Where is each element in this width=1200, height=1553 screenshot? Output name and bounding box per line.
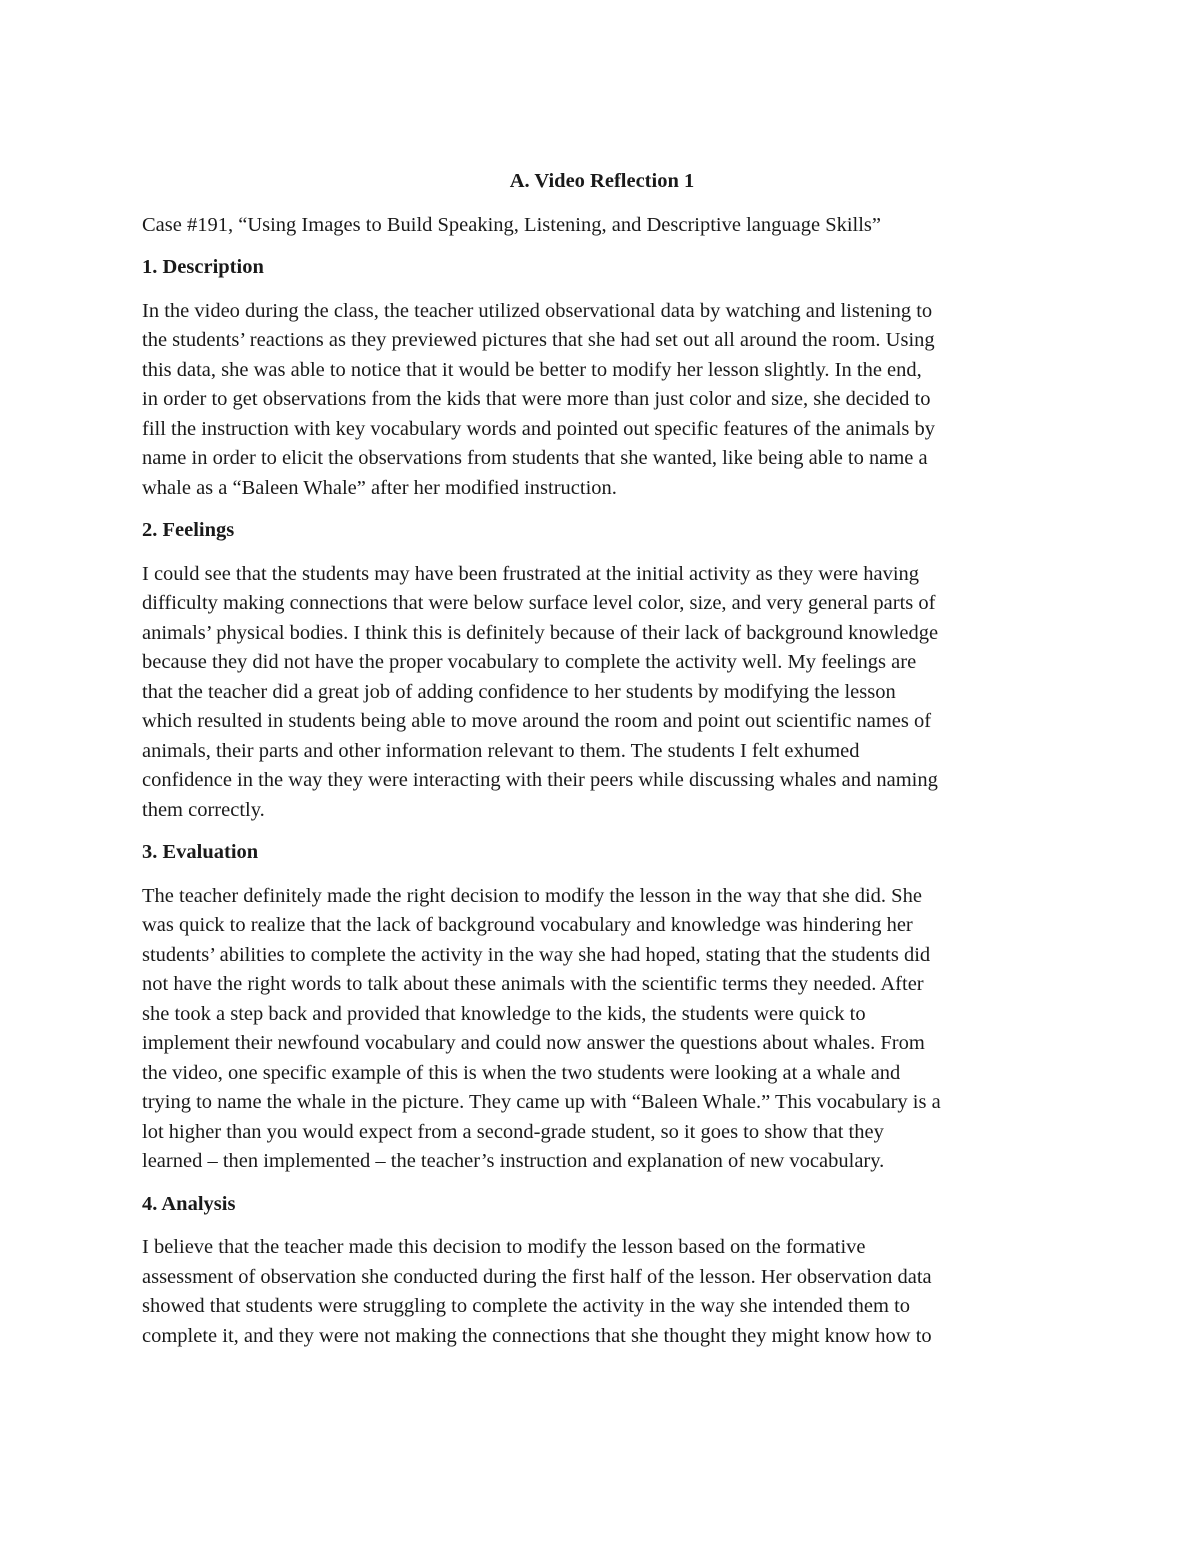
paragraph-line: complete it, and they were not making the connections that she thought they might know how to — [142, 1324, 932, 1347]
paragraph-line: learned – then implemented – the teacher’s instruction and explanation of new vocabulary. — [142, 1150, 885, 1172]
paragraph-line: the video, one specific example of this is when the two students were looking at a whale and — [142, 1061, 901, 1084]
paragraph-line: in order to get observations from the kids that were more than just color and size, she decided to — [142, 388, 931, 410]
paragraph-line: I could see that the students may have been frustrated at the initial activity as they were having — [142, 562, 920, 585]
paragraph-line: showed that students were struggling to complete the activity in the way she intended them to — [142, 1295, 911, 1317]
paragraph-line: which resulted in students being able to move around the room and point out scientific names of — [142, 710, 932, 732]
paragraph-line: difficulty making connections that were below surface level color, size, and very general parts of — [142, 592, 936, 614]
section-heading: 2. Feelings — [142, 519, 235, 541]
paragraph-line: she took a step back and provided that knowledge to the kids, the students were quick to — [142, 1002, 866, 1025]
section-heading: 4. Analysis — [142, 1192, 236, 1215]
document-title: A. Video Reflection 1 — [509, 170, 695, 192]
paragraph-line: whale as a “Baleen Whale” after her modified instruction. — [142, 476, 617, 499]
paragraph-line: fill the instruction with key vocabulary words and pointed out specific features of the animals by — [142, 417, 936, 440]
document-body — [142, 167, 1062, 1364]
paragraph-line: lot higher than you would expect from a second-grade student, so it goes to show that they — [142, 1120, 884, 1143]
section-paragraph — [142, 1233, 1062, 1351]
paragraph-line: In the video during the class, the teacher utilized observational data by watching and listening to — [142, 299, 933, 322]
paragraph-line: students’ abilities to complete the activity in the way she had hoped, stating that the students did — [142, 943, 931, 966]
paragraph-line: them correctly. — [142, 798, 265, 821]
section-paragraph — [142, 560, 1062, 826]
paragraph-line: trying to name the whale in the picture. They came up with “Baleen Whale.” This vocabulary is a — [142, 1091, 941, 1113]
paragraph-line: that the teacher did a great job of adding confidence to her students by modifying the lesson — [142, 680, 896, 703]
paragraph-line: the students’ reactions as they previewed pictures that she had set out all around the room. Using — [142, 329, 935, 351]
paragraph-line: not have the right words to talk about these animals with the scientific terms they needed. After — [142, 973, 924, 995]
paragraph-line: confidence in the way they were interacting with their peers while discussing whales and naming — [142, 769, 938, 791]
paragraph-line: I believe that the teacher made this decision to modify the lesson based on the formative — [142, 1236, 866, 1258]
sections-container — [142, 253, 1062, 1351]
section-heading: 1. Description — [142, 256, 264, 278]
section-heading: 3. Evaluation — [142, 841, 259, 863]
paragraph-line: animals’ physical bodies. I think this is definitely because of their lack of background knowledge — [142, 621, 939, 644]
paragraph-line: implement their newfound vocabulary and could now answer the questions about whales. From — [142, 1032, 925, 1054]
paragraph-line: this data, she was able to notice that it would be better to modify her lesson slightly. In the end, — [142, 358, 922, 381]
section-paragraph — [142, 297, 1062, 504]
paragraph-line: because they did not have the proper vocabulary to complete the activity well. My feelings are — [142, 651, 917, 673]
case-line: Case #191, “Using Images to Build Speaking, Listening, and Descriptive language Skills” — [142, 213, 882, 236]
paragraph-line: was quick to realize that the lack of background vocabulary and knowledge was hindering her — [142, 914, 913, 936]
paragraph-line: animals, their parts and other information relevant to them. The students I felt exhumed — [142, 739, 860, 762]
paragraph-line: The teacher definitely made the right decision to modify the lesson in the way that she did. She — [142, 884, 922, 907]
paragraph-line: assessment of observation she conducted during the first half of the lesson. Her observation data — [142, 1265, 932, 1288]
paragraph-line: name in order to elicit the observations from students that she wanted, like being able to name a — [142, 447, 928, 469]
section-paragraph — [142, 882, 1062, 1177]
